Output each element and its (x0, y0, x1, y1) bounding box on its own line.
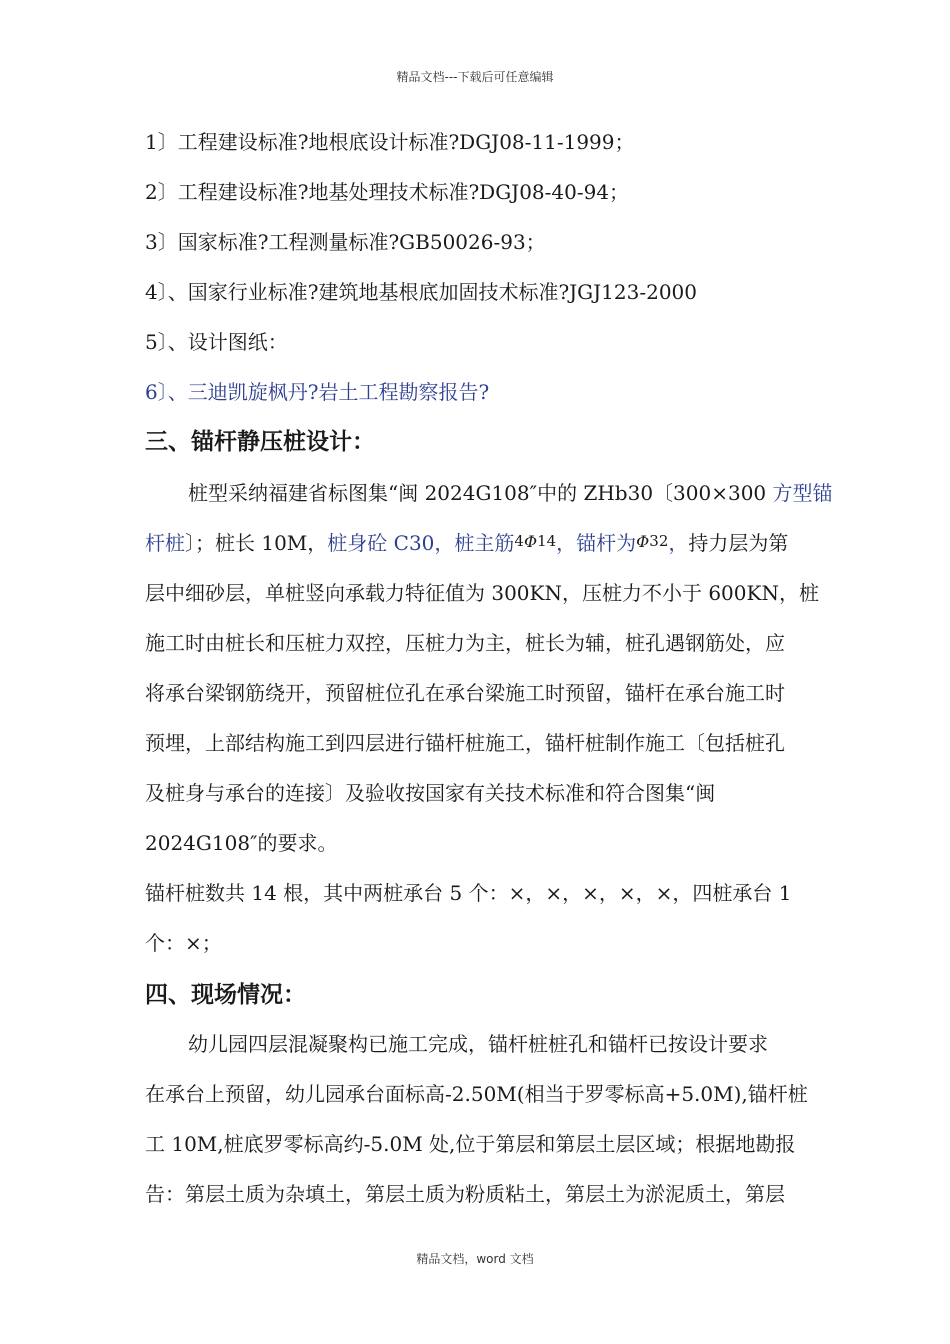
paragraph-line: 2024G108″的要求。 (145, 831, 338, 855)
paragraph-line: 施工时由桩长和压桩力双控，压桩力为主，桩长为辅，桩孔遇钢筋处，应 (145, 631, 785, 655)
paragraph-line: 层中细砂层，单桩竖向承载力特征值为 300KN，压桩力不小于 600KN，桩 (145, 581, 819, 605)
page-footer: 精品文档，word 文档 (416, 1252, 534, 1266)
text-run: 14 (537, 532, 557, 550)
section-heading: 四、现场情况： (145, 982, 306, 1008)
reference-item: 4〕、国家行业标准?建筑地基根底加固技术标准?JGJ123-2000 (145, 280, 698, 304)
text-run: 〕；桩长 10M， (185, 531, 328, 555)
reference-item: 2〕工程建设标准?地基处理技术标准?DGJ08-40-94； (145, 180, 630, 204)
phi-symbol: Φ (523, 532, 538, 551)
paragraph-line: 将承台梁钢筋绕开，预留桩位孔在承台梁施工时预留，锚杆在承台施工时 (145, 681, 785, 705)
text-run: ， (668, 531, 689, 555)
paragraph-line (145, 529, 865, 559)
text-run: 4 (514, 532, 524, 550)
section-heading: 三、锚杆静压桩设计： (145, 429, 375, 455)
text-run: 杆桩 (145, 531, 185, 555)
reference-item: 3〕国家标准?工程测量标准?GB50026-93； (145, 230, 546, 254)
paragraph-line: 预埋，上部结构施工到四层进行锚杆桩施工，锚杆桩制作施工〔包括桩孔 (145, 731, 785, 755)
reference-item: 6〕、三迪凯旋枫丹?岩土工程勘察报告? (145, 380, 490, 404)
phi-symbol: Φ (636, 532, 650, 551)
paragraph-line: 锚杆桩数共 14 根，其中两桩承台 5 个：×，×，×，×，×，四桩承台 1 (145, 881, 792, 905)
paragraph-line: 告：第层土质为杂填土，第层土质为粉质粘土，第层土为淤泥质土，第层 (145, 1182, 785, 1206)
paragraph-line (188, 479, 908, 507)
text-run: 持力层为第 (688, 531, 789, 555)
text-run: 桩身砼 C30，桩主筋 (327, 531, 515, 555)
text-run: 32 (649, 532, 669, 550)
paragraph-line: 工 10M,桩底罗零标高约-5.0M 处,位于第层和第层土层区域；根据地勘报 (145, 1132, 796, 1156)
reference-item: 1〕工程建设标准?地根底设计标准?DGJ08-11-1999； (145, 130, 635, 154)
paragraph-line: 个：×； (145, 931, 222, 955)
paragraph-line: 在承台上预留，幼儿园承台面标高-2.50M(相当于罗零标高+5.0M),锚杆桩 (145, 1082, 808, 1106)
text-run: 方型锚 (772, 481, 833, 505)
text-run: 桩型采纳福建省标图集“闽 2024G108″中的 ZHb30〔300×300 (188, 481, 773, 505)
page-header: 精品文档---下载后可任意编辑 (396, 70, 554, 84)
paragraph-line: 幼儿园四层混凝聚构已施工完成，锚杆桩桩孔和锚杆已按设计要求 (188, 1032, 768, 1056)
text-run: ，锚杆为 (556, 531, 637, 555)
paragraph-line: 及桩身与承台的连接〕及验收按国家有关技术标准和符合图集“闽 (145, 781, 716, 805)
reference-item: 5〕、设计图纸： (145, 330, 288, 354)
